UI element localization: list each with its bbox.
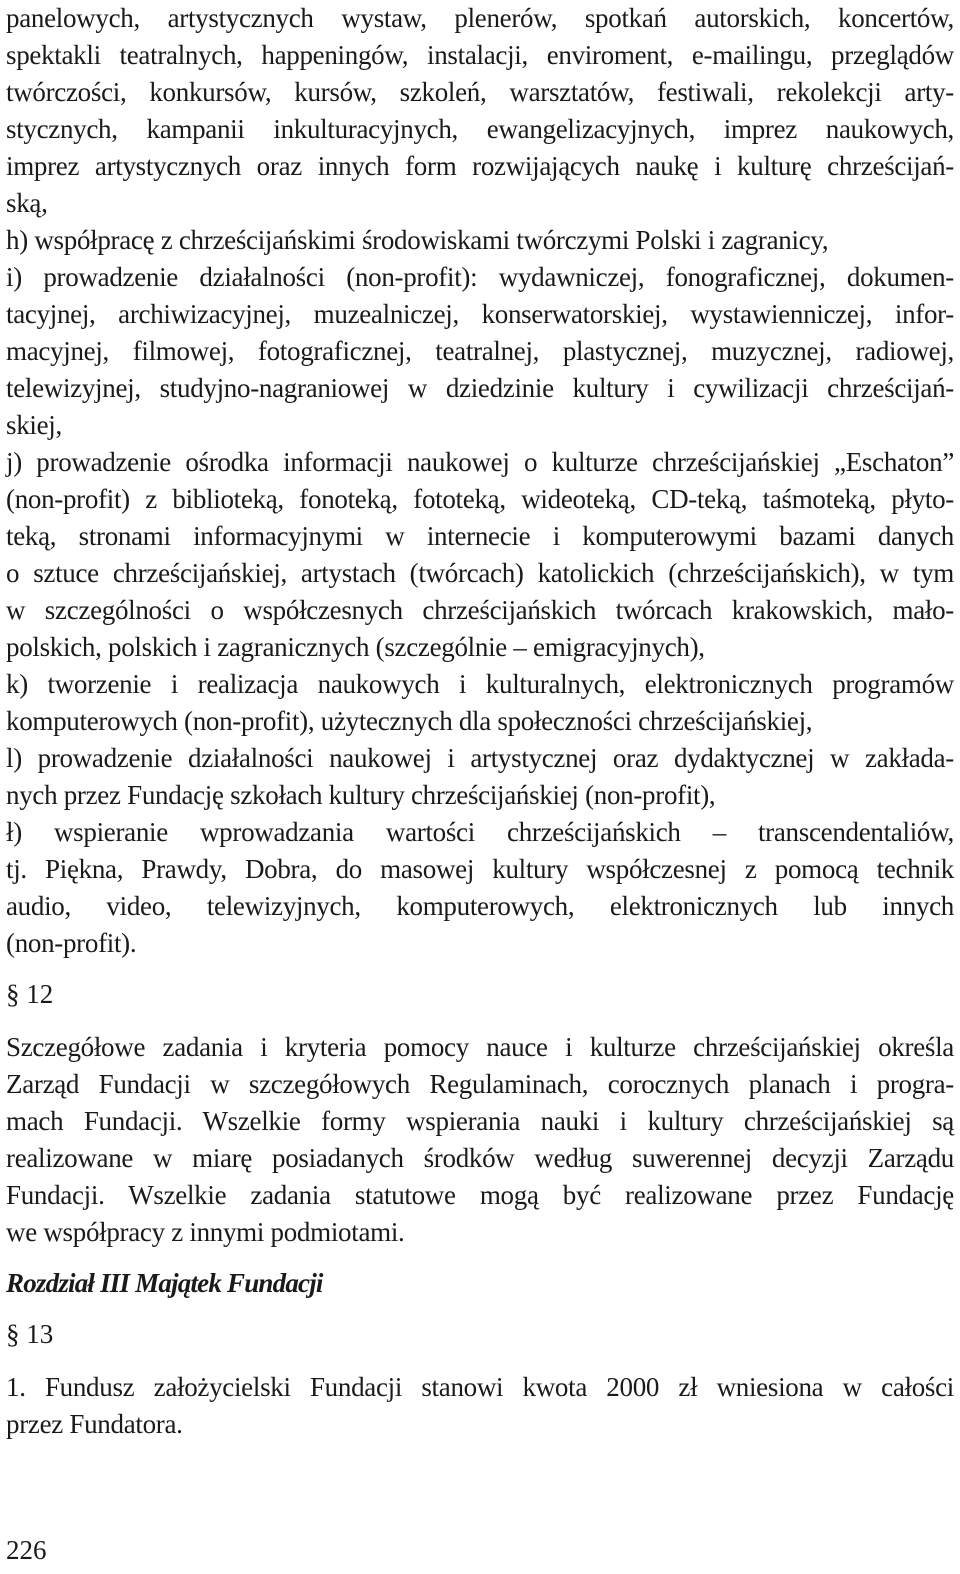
text-line: polskich, polskich i zagranicznych (szczególnie – emigracyjnych),: [6, 632, 705, 662]
text-line: Szczegółowe zadania i kryteria pomocy nauce i kulturze chrześcijańskiej określa: [6, 1032, 954, 1062]
text-line: panelowych, artystycznych wystaw, plenerów, spotkań autorskich, koncertów,: [6, 3, 954, 33]
text-line: h) współpracę z chrześcijańskimi środowiskami twórczymi Polski i zagranicy,: [6, 225, 829, 255]
text-line: skiej,: [6, 410, 62, 440]
text-line: przez Fundatora.: [6, 1409, 183, 1439]
paragraph-h: [6, 222, 954, 259]
section-12-heading: § 12: [6, 979, 54, 1009]
text-line: Fundacji. Wszelkie zadania statutowe mogą być realizowane przez Fundację: [6, 1180, 954, 1210]
text-line: j) prowadzenie ośrodka informacji naukowej o kulturze chrześcijańskiej „Eschaton”: [6, 447, 954, 477]
text-line: telewizyjnej, studyjno-nagraniowej w dziedzinie kultury i cywilizacji chrześcijań-: [6, 373, 954, 403]
spacer: [6, 1013, 954, 1029]
text-line: w szczególności o współczesnych chrześcijańskich twórcach krakowskich, mało-: [6, 595, 954, 625]
text-line: 1. Fundusz założycielski Fundacji stanowi kwota 2000 zł wniesiona w całości: [6, 1372, 954, 1402]
text-line: k) tworzenie i realizacja naukowych i kulturalnych, elektronicznych programów: [6, 669, 954, 699]
spacer: [6, 1251, 954, 1265]
text-line: twórczości, konkursów, kursów, szkoleń, warsztatów, festiwali, rekolekcji arty-: [6, 77, 954, 107]
text-line: teką, stronami informacyjnymi w internecie i komputerowymi bazami danych: [6, 521, 954, 551]
section-13-heading: § 13: [6, 1319, 54, 1349]
text-line: (non-profit).: [6, 928, 137, 958]
text-line: ską,: [6, 188, 48, 218]
paragraph-k: [6, 666, 954, 740]
text-line: tacyjnej, archiwizacyjnej, muzealniczej, konserwatorskiej, wystawienniczej, infor-: [6, 299, 954, 329]
text-line: o sztuce chrześcijańskiej, artystach (twórcach) katolickich (chrześcijańskich), w tym: [6, 558, 954, 588]
text-line: we współpracy z innymi podmiotami.: [6, 1217, 405, 1247]
paragraph-l: [6, 740, 954, 814]
paragraph-l-stroke: [6, 814, 954, 962]
text-line: i) prowadzenie działalności (non-profit): wydawniczej, fonograficznej, dokumen-: [6, 262, 954, 292]
text-line: (non-profit) z biblioteką, fonoteką, fototeką, wideoteką, CD-teką, taśmoteką, płyto-: [6, 484, 954, 514]
chapter-title: Rozdział III Majątek Fundacji: [6, 1268, 323, 1298]
document-page: [6, 0, 954, 1443]
spacer: [6, 1353, 954, 1369]
text-line: tj. Piękna, Prawdy, Dobra, do masowej kultury współczesnej z pomocą technik: [6, 854, 954, 884]
paragraph-i: [6, 259, 954, 444]
paragraph-j: [6, 444, 954, 666]
paragraph-g: [6, 0, 954, 222]
section-13-body: [6, 1369, 954, 1443]
page-number: 226: [6, 1535, 47, 1565]
text-line: l) prowadzenie działalności naukowej i artystycznej oraz dydaktycznej w zakłada-: [6, 743, 954, 773]
text-line: audio, video, telewizyjnych, komputerowych, elektronicznych lub innych: [6, 891, 954, 921]
text-line: realizowane w miarę posiadanych środków według suwerennej decyzji Zarządu: [6, 1143, 954, 1173]
text-line: komputerowych (non-profit), użytecznych dla społeczności chrześcijańskiej,: [6, 706, 813, 736]
text-line: spektakli teatralnych, happeningów, instalacji, enviroment, e-mailingu, przeglądów: [6, 40, 954, 70]
text-line: imprez artystycznych oraz innych form rozwijających naukę i kulturę chrześcijań-: [6, 151, 954, 181]
text-line: mach Fundacji. Wszelkie formy wspierania nauki i kultury chrześcijańskiej są: [6, 1106, 954, 1136]
section-12-body: [6, 1029, 954, 1251]
text-line: stycznych, kampanii inkulturacyjnych, ewangelizacyjnych, imprez naukowych,: [6, 114, 954, 144]
text-line: Zarząd Fundacji w szczegółowych Regulaminach, corocznych planach i progra-: [6, 1069, 954, 1099]
text-line: ł) wspieranie wprowadzania wartości chrześcijańskich – transcendentaliów,: [6, 817, 954, 847]
text-line: nych przez Fundację szkołach kultury chrześcijańskiej (non-profit),: [6, 780, 716, 810]
text-line: macyjnej, filmowej, fotograficznej, teatralnej, plastycznej, muzycznej, radiowej,: [6, 336, 954, 366]
